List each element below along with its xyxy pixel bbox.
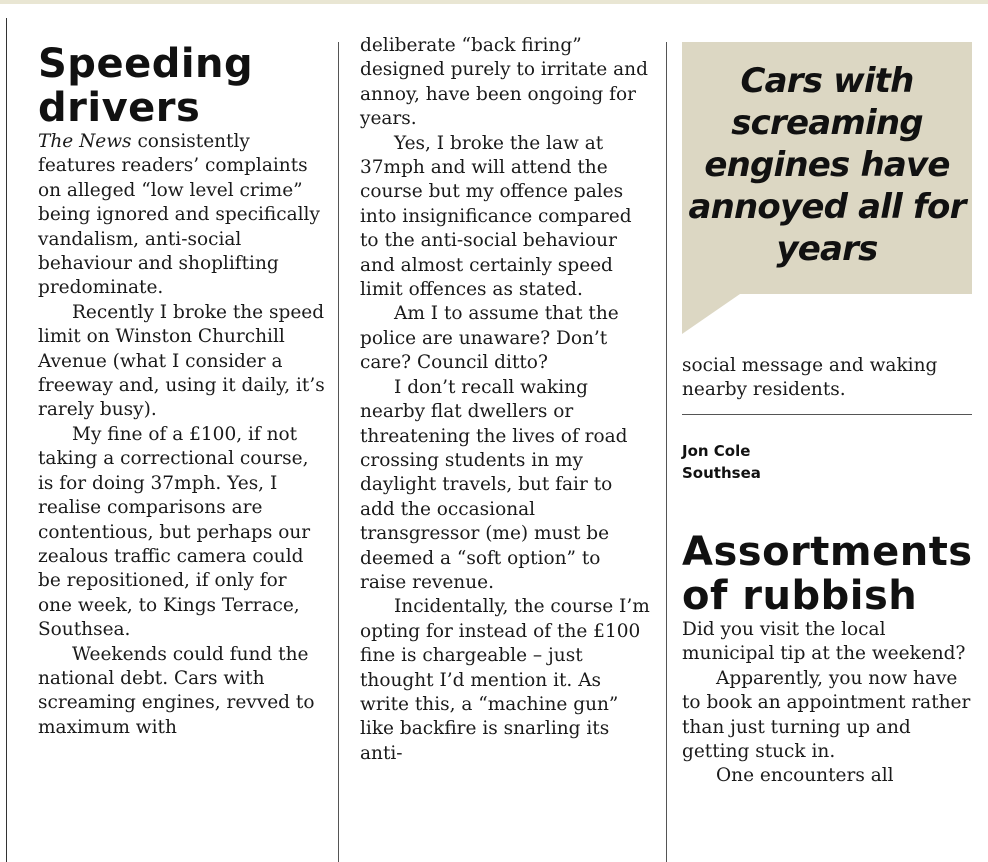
headline-line: drivers: [38, 85, 201, 131]
column-rule-2: [666, 42, 667, 862]
page-left-rule: [6, 18, 7, 862]
paragraph: I don’t recall waking nearby flat dwellers or threatening the lives of road crossing students in my daylight travels, but fair to add the occasional transgressor (me) must be deemed a “soft option” to raise revenue.: [360, 376, 628, 593]
paragraph: Incidentally, the course I’m opting for instead of the £100 fine is chargeable – just thought I’d mention it. As write this, a “machine gun” like backfire is snarling its anti-: [360, 596, 650, 764]
pull-quote-line: screaming: [731, 103, 923, 143]
headline-line: of rubbish: [682, 573, 918, 619]
pull-quote-tail: [682, 294, 740, 334]
pull-quote-box: [682, 42, 972, 294]
paragraph: Did you visit the local municipal tip at the weekend?: [682, 619, 966, 665]
lead-paragraph: [38, 130, 326, 301]
author-location: Southsea: [682, 464, 761, 482]
paragraph: Weekends could fund the national debt. Cars with screaming engines, revved to maximum with: [38, 643, 315, 738]
paragraph: Apparently, you now have to book an appointment rather than just turning up and getting stuck in.: [682, 667, 971, 763]
letter-1-column-2: [360, 34, 650, 766]
paragraph: One encounters all: [716, 765, 894, 787]
headline-line: Speeding: [38, 41, 254, 87]
paragraph: My fine of a £100, if not taking a correctional course, is for doing 37mph. Yes, I realise comparisons are contentious, but perhaps our zealous traffic camera could be repositioned, if only for one week, to Kings Terrace, Southsea.: [38, 423, 311, 641]
pull-quote-line: years: [776, 229, 878, 269]
pull-quote-line: annoyed all for: [688, 187, 966, 227]
pull-quote-line: engines have: [704, 145, 950, 185]
letter-1-column-1: [38, 42, 326, 740]
letter-1-continuation: [682, 354, 974, 403]
paragraph: Recently I broke the speed limit on Winston Churchill Avenue (what I consider a freeway and, using it daily, it’s rarely busy).: [38, 301, 325, 421]
headline-line: Assortments: [682, 529, 973, 575]
byline-rule: [682, 414, 972, 415]
pull-quote-line: Cars with: [740, 61, 914, 101]
column-rule-1: [338, 42, 339, 862]
paragraph: Am I to assume that the police are unaware? Don’t care? Council ditto?: [360, 303, 619, 374]
paragraph-text: features readers’ complaints on alleged “low level crime” being ignored and specifically vandalism, anti-social behaviour and shoplifting predominate.: [38, 155, 320, 299]
author-name: Jon Cole: [682, 442, 751, 460]
byline: [682, 440, 761, 484]
pull-quote-text: [682, 60, 972, 270]
top-rule: [0, 0, 988, 4]
letter-2: [682, 530, 974, 789]
letter-1-headline: [38, 42, 326, 130]
lead-text: consistently: [131, 131, 250, 152]
letter-2-headline: [682, 530, 974, 618]
paragraph: deliberate “back firing” designed purely to irritate and annoy, have been ongoing for years.: [360, 35, 648, 130]
paragraph: Yes, I broke the law at 37mph and will attend the course but my offence pales into insignificance compared to the anti-social behaviour and almost certainly speed limit offences as stated.: [360, 132, 632, 301]
publication-name: The News: [38, 131, 132, 152]
paragraph: social message and waking nearby residents.: [682, 355, 938, 401]
